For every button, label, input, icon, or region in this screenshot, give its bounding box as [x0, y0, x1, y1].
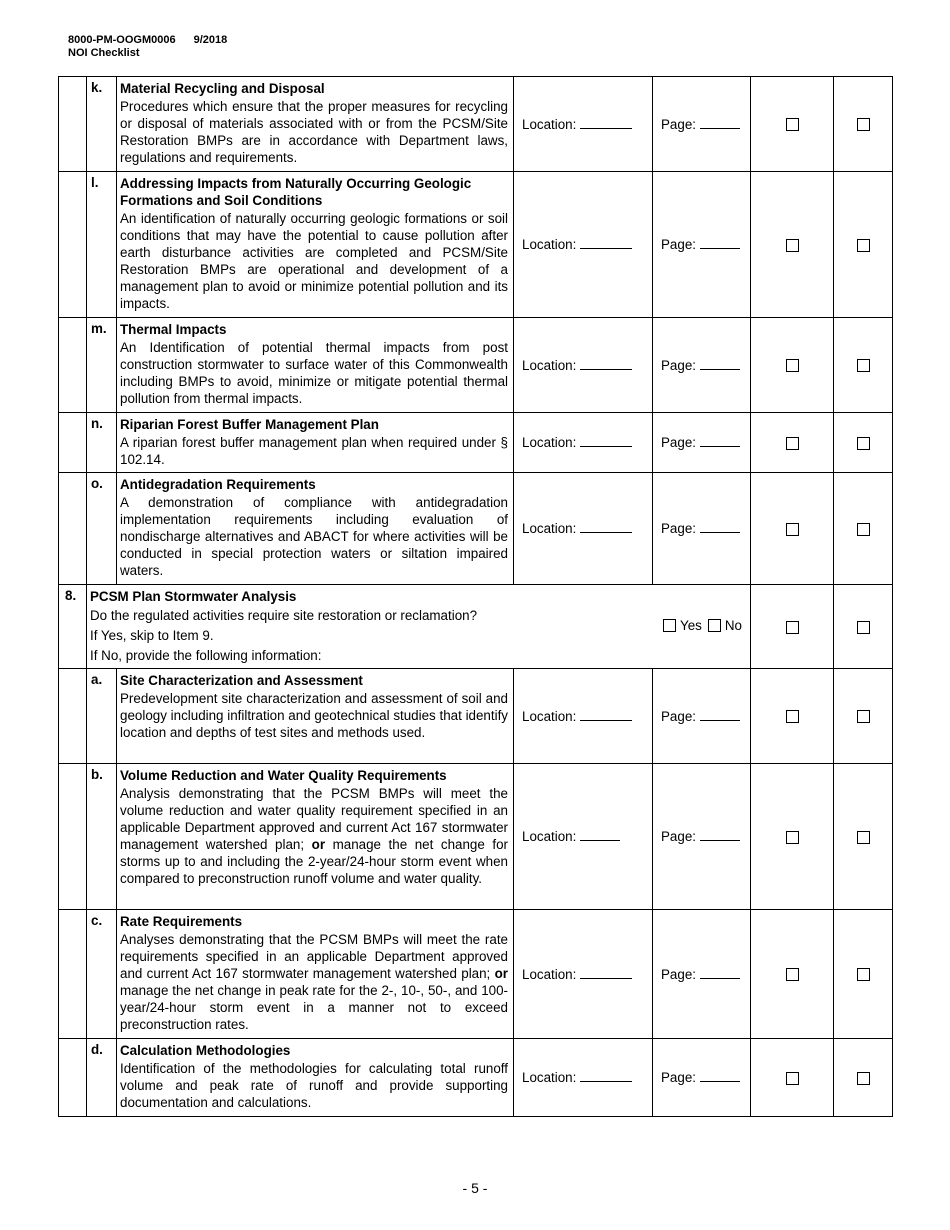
page-cell: [653, 473, 751, 585]
item-body-emphasis: or: [494, 966, 508, 981]
page-field[interactable]: [700, 358, 740, 370]
reviewer-checkbox[interactable]: [857, 359, 870, 372]
applicant-check-cell: [751, 764, 834, 910]
reviewer-checkbox[interactable]: [857, 523, 870, 536]
table-row: [59, 669, 893, 764]
item-body-part: Analyses demonstrating that the PCSM BMPs will meet the rate requirements specified in an applicable Department approved and current Act 167 stormwater management watershed plan;: [120, 932, 508, 981]
page-field[interactable]: [700, 117, 740, 129]
number-cell: [59, 910, 87, 1039]
item-body: A riparian forest buffer management plan when required under § 102.14.: [120, 435, 508, 467]
form-date: 9/2018: [193, 34, 228, 46]
location-field[interactable]: [580, 358, 632, 370]
item-body: An identification of naturally occurring geologic formations or soil conditions that may have the potential to cause pollution after earth disturbance activities are completed and PCSM/Site Restoration BMPs are operational and development of a management plan to avoid or minimize potential pollution and its impacts.: [120, 211, 508, 311]
section-title: PCSM Plan Stormwater Analysis: [90, 589, 297, 604]
item-title: Thermal Impacts: [120, 322, 227, 337]
location-cell: [514, 318, 653, 413]
page-label: Page:: [661, 966, 696, 982]
item-description: [117, 669, 514, 764]
item-title: Material Recycling and Disposal: [120, 81, 325, 96]
page-label: Page:: [661, 357, 696, 373]
reviewer-checkbox[interactable]: [857, 831, 870, 844]
item-body: [120, 785, 508, 887]
applicant-check-cell: [751, 318, 834, 413]
number-cell: [59, 764, 87, 910]
location-label: Location:: [522, 116, 577, 132]
location-field[interactable]: [580, 709, 632, 721]
page-cell: [653, 77, 751, 172]
page-label: Page:: [661, 1070, 696, 1085]
location-field[interactable]: [580, 829, 620, 841]
item-body: A demonstration of compliance with antidegradation implementation requirements including evaluation of nondischarge alternatives and ABACT for where activities will be conducted in special protection waters or siltation impaired waters.: [120, 495, 508, 578]
checklist-table: [58, 76, 893, 1117]
page-label: Page:: [661, 521, 696, 536]
applicant-check-cell: [751, 1039, 834, 1117]
item-letter: k.: [87, 77, 117, 172]
page-label: Page:: [661, 708, 696, 724]
page-cell: [653, 669, 751, 764]
item-letter: d.: [87, 1039, 117, 1117]
item-body: Procedures which ensure that the proper measures for recycling or disposal of materials associated with or from the PCSM/Site Restoration BMPs are in accordance with Department laws, regulations and requirements.: [120, 99, 508, 165]
page-field[interactable]: [700, 237, 740, 249]
page-field[interactable]: [700, 435, 740, 447]
reviewer-check-cell: [834, 764, 893, 910]
applicant-checkbox[interactable]: [786, 1072, 799, 1085]
location-cell: [514, 473, 653, 585]
reviewer-checkbox[interactable]: [857, 710, 870, 723]
location-label: Location:: [522, 829, 577, 844]
number-cell: [59, 172, 87, 318]
no-checkbox[interactable]: [708, 619, 721, 632]
page-cell: [653, 764, 751, 910]
number-cell: [59, 473, 87, 585]
page-field[interactable]: [700, 1070, 740, 1082]
table-row: [59, 318, 893, 413]
form-title: NOI Checklist: [68, 47, 140, 59]
item-body: An Identification of potential thermal impacts from post construction stormwater to surface water of this Commonwealth including BMPs to avoid, minimize or mitigate potential thermal pollution from thermal impacts.: [120, 340, 508, 406]
table-row: [59, 473, 893, 585]
item-body-emphasis: or: [311, 837, 326, 852]
yes-no-cell: [653, 585, 751, 669]
section-if-no: If No, provide the following information:: [90, 648, 322, 663]
table-row: [59, 910, 893, 1039]
page-label: Page:: [661, 829, 696, 844]
item-title: Calculation Methodologies: [120, 1043, 291, 1058]
section-row: [59, 585, 893, 669]
table-row: [59, 1039, 893, 1117]
item-title: Riparian Forest Buffer Management Plan: [120, 417, 379, 432]
reviewer-check-cell: [834, 1039, 893, 1117]
applicant-checkbox[interactable]: [786, 831, 799, 844]
section-if-yes: If Yes, skip to Item 9.: [90, 628, 214, 643]
reviewer-check-cell: [834, 669, 893, 764]
item-body-part: manage the net change in peak rate for the 2-, 10-, 50-, and 100-year/24-hour storm event in a manner not to exceed preconstruction rates.: [120, 983, 508, 1032]
location-cell: [514, 910, 653, 1039]
item-body: Predevelopment site characterization and assessment of soil and geology including infiltration and geotechnical studies that identify location and depths of test sites and methods used.: [120, 691, 508, 740]
page-cell: [653, 910, 751, 1039]
number-cell: [59, 318, 87, 413]
page-field[interactable]: [700, 967, 740, 979]
location-label: Location:: [522, 966, 577, 982]
item-description: [117, 910, 514, 1039]
applicant-checkbox[interactable]: [786, 437, 799, 450]
number-cell: [59, 669, 87, 764]
location-field[interactable]: [580, 521, 632, 533]
item-description: [117, 1039, 514, 1117]
location-label: Location:: [522, 521, 577, 536]
item-title: Volume Reduction and Water Quality Requirements: [120, 768, 447, 783]
yes-label: Yes: [680, 618, 702, 633]
number-cell: [59, 77, 87, 172]
item-body-part: Analysis demonstrating that the PCSM BMPs will meet the volume reduction and water quality requirement specified in an applicable Department approved and current Act 167 stormwater management watershed plan;: [120, 786, 508, 852]
reviewer-checkbox[interactable]: [857, 1072, 870, 1085]
reviewer-check-cell: [834, 585, 893, 669]
table-row: [59, 77, 893, 172]
applicant-check-cell: [751, 77, 834, 172]
item-letter: o.: [87, 473, 117, 585]
page-field[interactable]: [700, 521, 740, 533]
applicant-check-cell: [751, 910, 834, 1039]
reviewer-check-cell: [834, 473, 893, 585]
location-label: Location:: [522, 357, 577, 373]
location-label: Location:: [522, 1070, 577, 1085]
item-description: [117, 473, 514, 585]
location-field[interactable]: [580, 117, 632, 129]
page-cell: [653, 413, 751, 473]
page-label: Page:: [661, 116, 696, 132]
yes-option[interactable]: [663, 618, 702, 633]
location-label: Location:: [522, 435, 577, 450]
reviewer-checkbox[interactable]: [857, 968, 870, 981]
section-description: [87, 585, 653, 669]
reviewer-check-cell: [834, 910, 893, 1039]
item-letter: c.: [87, 910, 117, 1039]
location-cell: [514, 172, 653, 318]
applicant-checkbox[interactable]: [786, 359, 799, 372]
form-number: 8000-PM-OOGM0006: [68, 34, 176, 46]
reviewer-checkbox[interactable]: [857, 118, 870, 131]
number-cell: [59, 1039, 87, 1117]
reviewer-check-cell: [834, 77, 893, 172]
item-letter: b.: [87, 764, 117, 910]
applicant-checkbox[interactable]: [786, 239, 799, 252]
page-field[interactable]: [700, 829, 740, 841]
applicant-check-cell: [751, 413, 834, 473]
item-letter: l.: [87, 172, 117, 318]
page-label: Page:: [661, 435, 696, 450]
applicant-checkbox[interactable]: [786, 523, 799, 536]
page-field[interactable]: [700, 709, 740, 721]
location-cell: [514, 764, 653, 910]
item-letter: a.: [87, 669, 117, 764]
form-id-line: [68, 34, 227, 47]
reviewer-checkbox[interactable]: [857, 621, 870, 634]
yes-checkbox[interactable]: [663, 619, 676, 632]
reviewer-checkbox[interactable]: [857, 437, 870, 450]
applicant-checkbox[interactable]: [786, 710, 799, 723]
item-body-part: manage the net change for storms up to and including the 2-year/24-hour storm event when compared to preconstruction runoff volume and water quality.: [120, 837, 509, 886]
section-question: Do the regulated activities require site restoration or reclamation?: [90, 608, 478, 623]
reviewer-check-cell: [834, 172, 893, 318]
item-description: [117, 764, 514, 910]
reviewer-checkbox[interactable]: [857, 239, 870, 252]
applicant-check-cell: [751, 669, 834, 764]
item-title: Antidegradation Requirements: [120, 477, 316, 492]
location-cell: [514, 1039, 653, 1117]
location-cell: [514, 77, 653, 172]
location-field[interactable]: [580, 237, 632, 249]
location-field[interactable]: [580, 435, 632, 447]
item-title: Addressing Impacts from Naturally Occurring Geologic Formations and Soil Conditions: [120, 176, 472, 208]
item-title: Rate Requirements: [120, 914, 243, 929]
page-number: - 5 -: [462, 1180, 488, 1196]
section-number: 8.: [59, 585, 87, 669]
item-letter: n.: [87, 413, 117, 473]
item-body: [120, 931, 508, 1033]
item-body: Identification of the methodologies for calculating total runoff volume and peak rate of runoff and provide supporting documentation and calculations.: [120, 1061, 508, 1110]
reviewer-check-cell: [834, 413, 893, 473]
page-label: Page:: [661, 237, 696, 252]
table-row: [59, 172, 893, 318]
page-cell: [653, 1039, 751, 1117]
form-header: [68, 34, 227, 60]
location-field[interactable]: [580, 1070, 632, 1082]
location-label: Location:: [522, 708, 577, 724]
item-letter: m.: [87, 318, 117, 413]
applicant-checkbox[interactable]: [786, 621, 799, 634]
location-cell: [514, 669, 653, 764]
location-cell: [514, 413, 653, 473]
item-title: Site Characterization and Assessment: [120, 673, 363, 688]
location-label: Location:: [522, 237, 577, 252]
applicant-checkbox[interactable]: [786, 118, 799, 131]
item-description: [117, 413, 514, 473]
applicant-check-cell: [751, 473, 834, 585]
table-row: [59, 413, 893, 473]
no-option[interactable]: [708, 618, 742, 633]
applicant-check-cell: [751, 585, 834, 669]
page-cell: [653, 172, 751, 318]
location-field[interactable]: [580, 967, 632, 979]
number-cell: [59, 413, 87, 473]
table-row: [59, 764, 893, 910]
item-description: [117, 77, 514, 172]
reviewer-check-cell: [834, 318, 893, 413]
page-cell: [653, 318, 751, 413]
applicant-check-cell: [751, 172, 834, 318]
item-description: [117, 172, 514, 318]
applicant-checkbox[interactable]: [786, 968, 799, 981]
no-label: No: [724, 618, 742, 633]
item-description: [117, 318, 514, 413]
